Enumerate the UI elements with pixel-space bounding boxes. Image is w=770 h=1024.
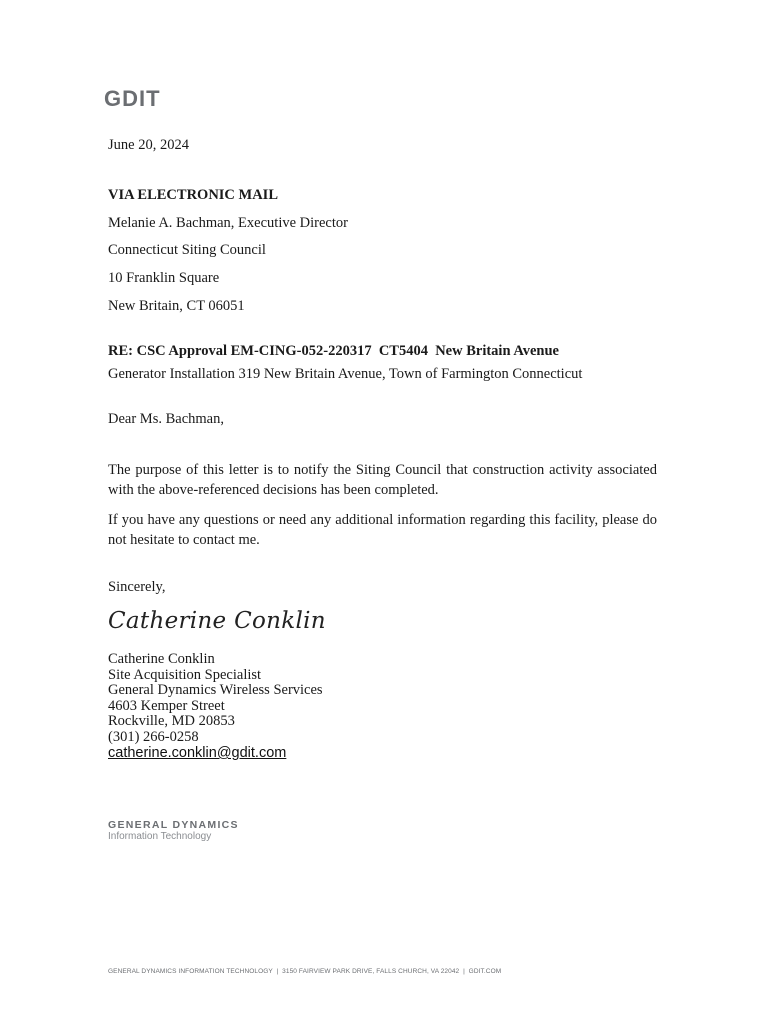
body-paragraph-2: If you have any questions or need any additional information regarding this facility, please do not hesitate to contact me. <box>108 512 657 548</box>
signer-email-link[interactable]: catherine.conklin@gdit.com <box>108 745 287 761</box>
delivery-method: VIA ELECTRONIC MAIL <box>108 187 278 203</box>
signer-city-state-zip: Rockville, MD 20853 <box>108 713 235 729</box>
signer-name: Catherine Conklin <box>108 651 215 667</box>
signer-street: 4603 Kemper Street <box>108 698 225 714</box>
recipient-organization: Connecticut Siting Council <box>108 242 266 258</box>
general-dynamics-subtitle: Information Technology <box>108 831 212 842</box>
closing: Sincerely, <box>108 579 166 595</box>
gdit-logo: GDIT <box>104 86 161 111</box>
general-dynamics-logo: GENERAL DYNAMICS <box>108 819 239 831</box>
signer-title: Site Acquisition Specialist <box>108 667 262 683</box>
subject-re-line: RE: CSC Approval EM-CING-052-220317 CT5404 New Britain Avenue <box>108 343 559 359</box>
signer-company: General Dynamics Wireless Services <box>108 682 323 698</box>
recipient-name-title: Melanie A. Bachman, Executive Director <box>108 215 348 231</box>
letter-date: June 20, 2024 <box>108 137 189 153</box>
handwritten-signature: Catherine Conklin <box>108 608 326 634</box>
recipient-street: 10 Franklin Square <box>108 270 220 286</box>
recipient-city-state-zip: New Britain, CT 06051 <box>108 298 245 314</box>
subject-detail-line: Generator Installation 319 New Britain Avenue, Town of Farmington Connecticut <box>108 366 583 382</box>
signer-phone: (301) 266-0258 <box>108 729 199 745</box>
body-paragraph-1: The purpose of this letter is to notify the Siting Council that construction activity associated with the above-referenced decisions has been completed. <box>108 462 657 498</box>
salutation: Dear Ms. Bachman, <box>108 411 224 427</box>
page-footer: GENERAL DYNAMICS INFORMATION TECHNOLOGY | 3150 FAIRVIEW PARK DRIVE, FALLS CHURCH, VA 22042 | GDIT.COM <box>108 968 502 975</box>
